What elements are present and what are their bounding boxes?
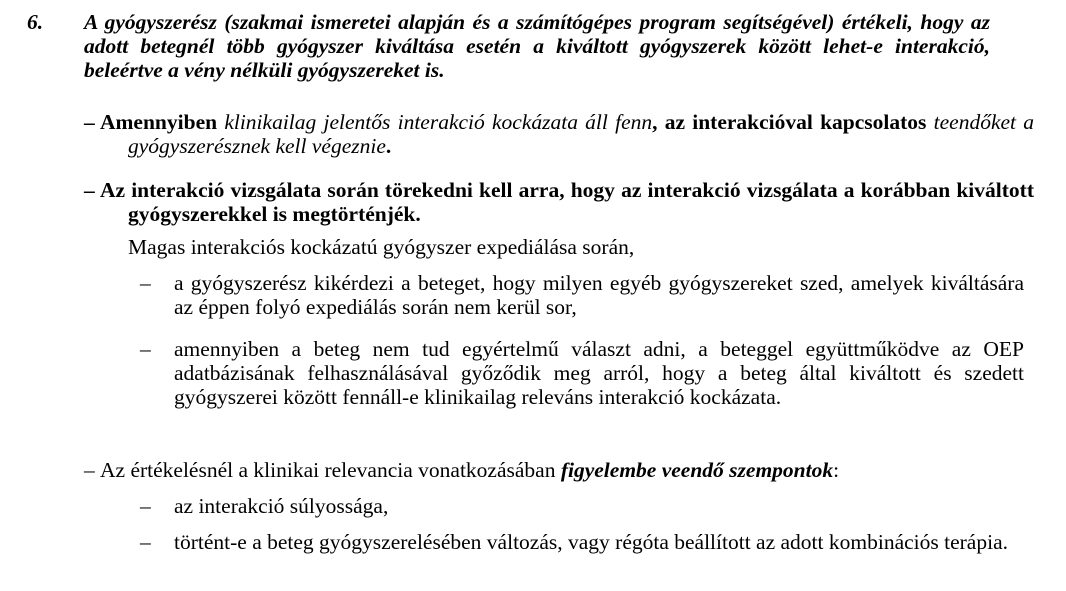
point1-part1: Amennyiben xyxy=(100,110,225,134)
list-item xyxy=(140,494,1024,518)
point-interaction-review xyxy=(84,178,1034,226)
point1-part4: teendőket a gyógyszerésznek kell végeznie xyxy=(128,110,1035,158)
bullet-marker: – xyxy=(140,530,151,554)
point-evaluation-criteria xyxy=(84,458,1034,482)
point2-bold-text: Az interakció vizsgálata során törekedni kell arra, hogy az interakció vizsgálata a korábban kiváltott gyógyszerekkel is megtörténjék. xyxy=(100,178,1034,226)
point1-part3: , az interakcióval kapcsolatos xyxy=(652,110,934,134)
bullet-marker: – xyxy=(140,494,151,518)
dash-marker: – xyxy=(84,178,95,202)
point3-part2: figyelembe veendő szempontok xyxy=(560,458,834,482)
intro-paragraph: A gyógyszerész (szakmai ismeretei alapján és a számítógépes program segítségével) értékeli, hogy az adott betegnél több gyógyszer kiváltása esetén a kiváltott gyógyszerek között lehet-e interakció, beleértve a vény nélküli gyógyszereket is. xyxy=(84,10,990,82)
list-item xyxy=(140,337,1024,409)
subitem-text: a gyógyszerész kikérdezi a beteget, hogy milyen egyéb gyógyszereket szed, amelyek kiváltására az éppen folyó expediálás során nem kerül sor, xyxy=(174,271,1024,319)
point3-part1: Az értékelésnél a klinikai relevancia vonatkozásában xyxy=(100,458,561,482)
subitem-text: az interakció súlyossága, xyxy=(174,494,389,518)
bullet-marker: – xyxy=(140,271,151,295)
point1-part2: klinikailag jelentős interakció kockázata áll fenn xyxy=(224,110,653,134)
dash-marker: – xyxy=(84,458,95,482)
list-item xyxy=(140,530,1024,554)
list-item xyxy=(140,271,1024,319)
point3-part3: : xyxy=(833,458,840,482)
subitem-text: amennyiben a beteg nem tud egyértelmű választ adni, a beteggel együttműködve az OEP adatbázisának felhasználásával győződik meg arról, hogy a beteg által kiváltott és szedett gyógyszerei között fennáll-e klinikailag releváns interakció kockázata. xyxy=(174,337,1024,409)
point-clinical-interaction xyxy=(84,110,1034,158)
item-number: 6. xyxy=(27,10,44,34)
dash-marker: – xyxy=(84,110,95,134)
subitem-text: történt-e a beteg gyógyszerelésében változás, vagy régóta beállított az adott kombinációs terápia. xyxy=(174,530,1008,554)
point2-plain-text: Magas interakciós kockázatú gyógyszer expediálása során, xyxy=(128,235,635,259)
point1-part5: . xyxy=(385,134,392,158)
bullet-marker: – xyxy=(140,337,151,361)
